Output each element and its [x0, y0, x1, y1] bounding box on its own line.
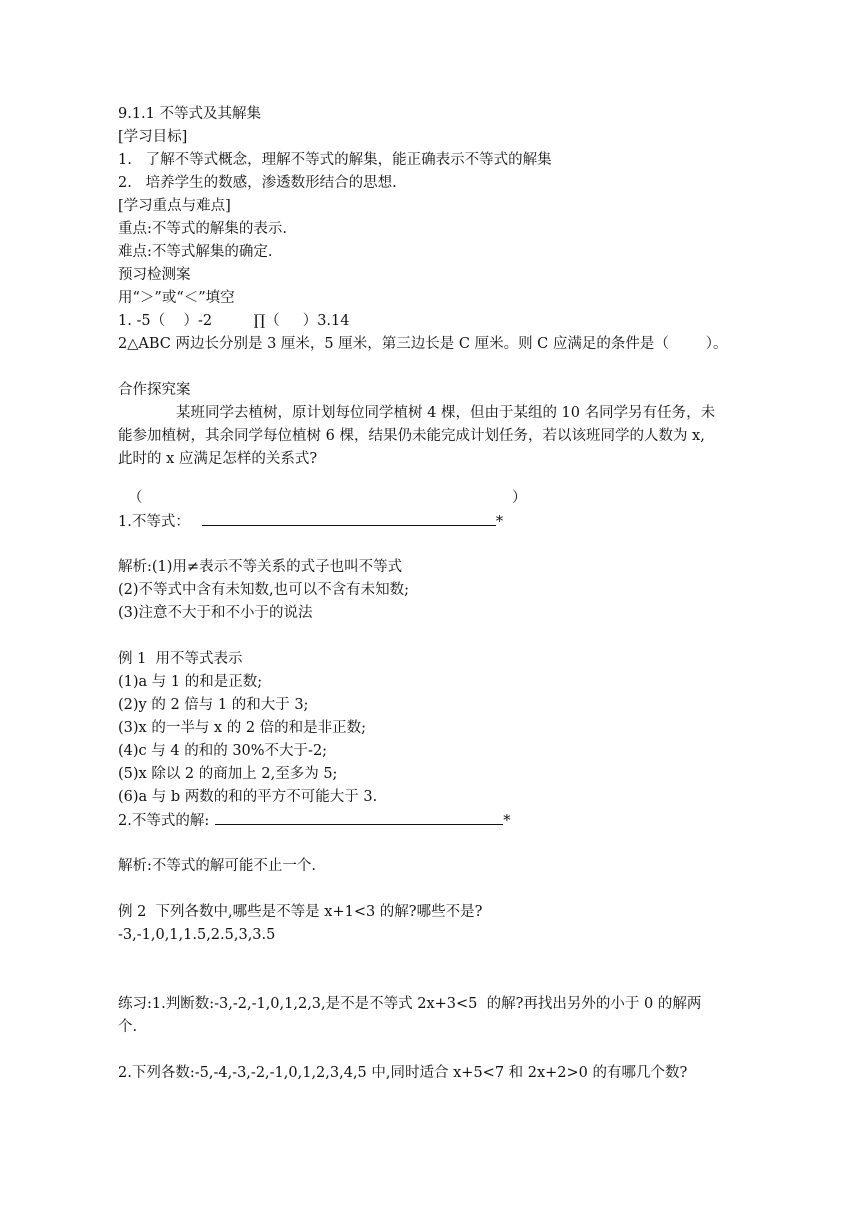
question-1: 1. -5（ ）-2 ∏（ ）3.14	[118, 313, 350, 329]
problem-line-3: 此时的 x 应满足怎样的关系式?	[118, 451, 318, 467]
answer-paren-open: （	[128, 490, 143, 506]
example-1-item-4: (4)c 与 4 的和的 30%不大于-2;	[118, 743, 328, 759]
example-2-numbers: -3,-1,0,1,1.5,2.5,3,3.5	[118, 927, 276, 943]
section-learning-goals: [学习目标]	[118, 129, 188, 145]
fill-instruction: 用“＞”或“＜”填空	[118, 290, 235, 306]
preview-title: 预习检测案	[118, 267, 191, 283]
doc-title: 9.1.1 不等式及其解集	[118, 106, 262, 122]
coop-title: 合作探究案	[118, 382, 191, 398]
problem-line-1: 某班同学去植树，原计划每位同学植树 4 棵，但由于某组的 10 名同学另有任务，未	[176, 405, 716, 421]
definition-1	[118, 511, 503, 532]
example-1-item-6: (6)a 与 b 两数的和的平方不可能大于 3.	[118, 789, 378, 805]
analysis-3: (3)注意不大于和不小于的说法	[118, 605, 313, 621]
star-mark-2: *	[503, 813, 511, 829]
question-2: 2△ABC 两边长分别是 3 厘米，5 厘米，第三边长是 C 厘米。则 C 应满足的条件是（ ）。	[118, 336, 728, 352]
practice-2: 2.下列各数:-5,-4,-3,-2,-1,0,1,2,3,4,5 中,同时适合 x+5<7 和 2x+2>0 的有哪几个数?	[118, 1065, 688, 1081]
example-1-item-5: (5)x 除以 2 的商加上 2,至多为 5;	[118, 766, 338, 782]
example-2-title: 例 2 下列各数中,哪些是不等是 x+1<3 的解?哪些不是?	[118, 904, 483, 920]
definition-2-label: 2.不等式的解:	[118, 813, 210, 829]
example-1-item-3: (3)x 的一半与 x 的 2 倍的和是非正数;	[118, 720, 367, 736]
answer-paren-close: ）	[512, 490, 527, 506]
practice-1-line-2: 个.	[118, 1019, 138, 1035]
definition-2	[118, 810, 510, 831]
section-key-points: [学习重点与难点]	[118, 198, 231, 214]
goal-2: 2. 培养学生的数感，渗透数形结合的思想.	[118, 175, 397, 191]
goal-1: 1. 了解不等式概念，理解不等式的解集，能正确表示不等式的解集	[118, 152, 552, 168]
practice-1-line-1: 练习:1.判断数:-3,-2,-1,0,1,2,3,是不是不等式 2x+3<5 的解?再找出另外的小于 0 的解两	[118, 996, 702, 1012]
definition-1-label: 1.不等式：	[118, 514, 190, 530]
analysis-2: (2)不等式中含有未知数,也可以不含有未知数;	[118, 582, 410, 598]
analysis-1: 解析:(1)用≠表示不等关系的式子也叫不等式	[118, 559, 403, 575]
star-mark-1: *	[495, 514, 504, 530]
blank-line-2	[215, 810, 503, 825]
example-1-item-1: (1)a 与 1 的和是正数;	[118, 674, 263, 690]
problem-line-2: 能参加植树，其余同学每位植树 6 棵，结果仍未能完成计划任务，若以该班同学的人数为 x,	[118, 428, 705, 444]
example-1-item-2: (2)y 的 2 倍与 1 的和大于 3;	[118, 697, 309, 713]
analysis-solution: 解析:不等式的解可能不止一个.	[118, 858, 316, 874]
key-point: 重点:不等式的解集的表示.	[118, 221, 287, 237]
blank-line-1	[202, 511, 496, 526]
difficulty: 难点:不等式解集的确定.	[118, 244, 273, 260]
example-1-title: 例 1 用不等式表示	[118, 651, 243, 667]
